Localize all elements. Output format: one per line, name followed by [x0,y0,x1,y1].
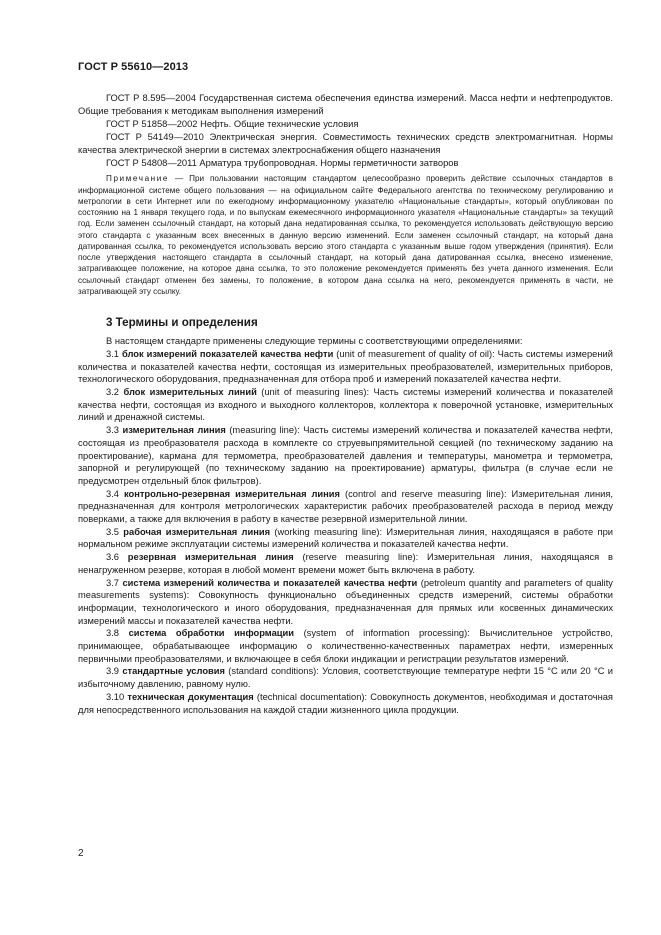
note-text: — При пользовании настоящим стандартом целесообразно проверить действие ссылочных стандартов в информационной системе общего пользования — на официальном сайте Федерального агентства по техническому регулированию и метрологии в сети Интернет или по ежегодному информационному указателю «Национальные стандарты», который опубликован по состоянию на 1 января текущего года, и по выпускам ежемесячного информационного указателя «Национальные стандарты» за текущий год. Если заменен ссылочный стандарт, на который дана недатированная ссылка, то рекомендуется использовать действующую версию этого стандарта с указанным всех внесенных в данную версию изменений. Если заменен ссылочный стандарт, на который дана датированная ссылка, то рекомендуется использовать версию этого стандарта с указанным выше годом утверждения (принятия). Если после утверждения настоящего стандарта в ссылочный стандарт, на который дана датированная ссылка, внесено изменение, затрагивающее положение, на которое дана ссылка, то это положение рекомендуется применять без учета данного изменения. Если ссылочный стандарт отменен без замены, то положение, в котором дана ссылка на него, рекомендуется применять в части, не затрагивающей эту ссылку. [78,174,613,296]
document-header: ГОСТ Р 55610—2013 [78,61,189,73]
term-definition [78,424,613,488]
note-label: Примечание [106,174,170,184]
term-definition [78,551,613,576]
term-text: (system of information processing): Вычислительное устройство, принимающее, обрабатывающее информацию о количественно-качественных параметрах нефти, измеренных первичными преобразователями, и включающее в себя блоки индикации и регистрации результатов измерений. [78,628,613,664]
term-text: (unit of measurement of quality of oil): Часть системы измерений количества и показателей качества нефти, состоящая из измерительных преобразователей, измерительных приборов, технологического оборудования, предназначенная для отбора проб и измерений показателей качества нефти. [78,348,613,385]
term-number: 3.9 [106,666,119,677]
term-text: (reserve measuring line): Измерительная линия, находящаяся в ненагруженном резерве, которая в любой момент времени может быть включена в работу. [78,552,613,575]
term-text: (standard conditions): Условия, соответствующие температуре нефти 15 °С или 20 °С и избыточному давлению, равному нулю. [78,666,613,690]
term-name: стандартные условия [122,666,225,677]
term-text: (technical documentation): Совокупность документов, необходимая и достаточная для непосредственного использования на каждой стадии жизненного цикла продукции. [78,691,613,715]
term-text: (measuring line): Часть системы измерений количества и показателей качества нефти, состоящая из преобразователя расхода в комплекте со струевыпрямительной секцией (по техническому заданию на проектирование), кармана для термометра, преобразователей давления и температуры, манометра и термометра, запорной и регулирующей (по техническому заданию на проектирование) арматуры, фильтра (в случае если не предусмотрен отдельный блок фильтров). [78,425,613,486]
term-name: контрольно-резервная измерительная линия [123,488,341,499]
section-intro: В настоящем стандарте применены следующие термины с соответствующими определениями: [106,336,523,347]
reference-item: ГОСТ Р 54808—2011 Арматура трубопроводная. Нормы герметичности затворов [106,157,459,168]
document-body [78,92,613,716]
term-number: 3.10 [106,691,125,702]
term-number: 3.6 [106,552,119,563]
term-name: система обработки информации [128,628,295,639]
page-number: 2 [78,848,84,859]
term-number: 3.3 [106,425,119,436]
term-definition [78,386,613,424]
term-name: система измерений количества и показателей качества нефти [122,577,418,588]
note-paragraph [78,173,613,297]
term-text: (petroleum quantity and parameters of quality measurements systems): Совокупность функционально объединенных средств измерений, системы обработки информации, технологического и иного оборудования, предназначенная для прямых или косвенных динамических измерений массы и показателей качества нефти. [78,577,613,626]
term-name: рабочая измерительная линия [123,526,271,537]
term-number: 3.2 [106,387,119,397]
term-number: 3.4 [106,488,119,499]
section-heading: 3 Термины и определения [106,316,258,330]
reference-item: ГОСТ Р 8.595—2004 Государственная система обеспечения единства измерений. Масса нефти и нефтепродуктов. Общие требования к методикам выполнения измерений [78,93,613,116]
term-definition [78,348,613,386]
term-text: (unit of measuring lines): Часть системы измерений количества и показателей качества нефти, состоящая из входного и выходного коллекторов, коллектора к поверочной установке, измерительных линий и дренажной системы. [78,387,614,423]
term-number: 3.1 [106,348,119,359]
term-number: 3.7 [106,577,119,588]
term-number: 3.5 [106,526,119,537]
term-name: измерительная линия [122,425,226,436]
term-definition [78,627,613,665]
term-number: 3.8 [106,628,119,639]
term-name: резервная измерительная линия [127,552,294,563]
term-definition [78,488,613,526]
term-definition [78,577,613,628]
term-name: блок измерений показателей качества нефти [121,348,334,359]
term-text: (control and reserve measuring line): Измерительная линия, предназначенная для контроля метрологических характеристик рабочих преобразователей расхода в период между поверками, а также для включения в работу в качестве резервной измерительной линии. [78,488,613,525]
term-name: техническая документация [127,691,254,702]
reference-item: ГОСТ Р 51858—2002 Нефть. Общие технические условия [106,118,359,129]
term-definition [78,665,613,690]
reference-item: ГОСТ Р 54149—2010 Электрическая энергия. Совместимость технических средств электромагнитная. Нормы качества электрической энергии в системах электроснабжения общего назначения [78,131,613,155]
term-text: (working measuring line): Измерительная линия, находящаяся в работе при нормальном режиме эксплуатации системы измерений количества и показателей качества нефти. [78,526,613,550]
term-definition [78,691,613,716]
references-list [78,92,613,169]
term-name: блок измерительных линий [123,387,257,397]
term-definition [78,526,613,551]
